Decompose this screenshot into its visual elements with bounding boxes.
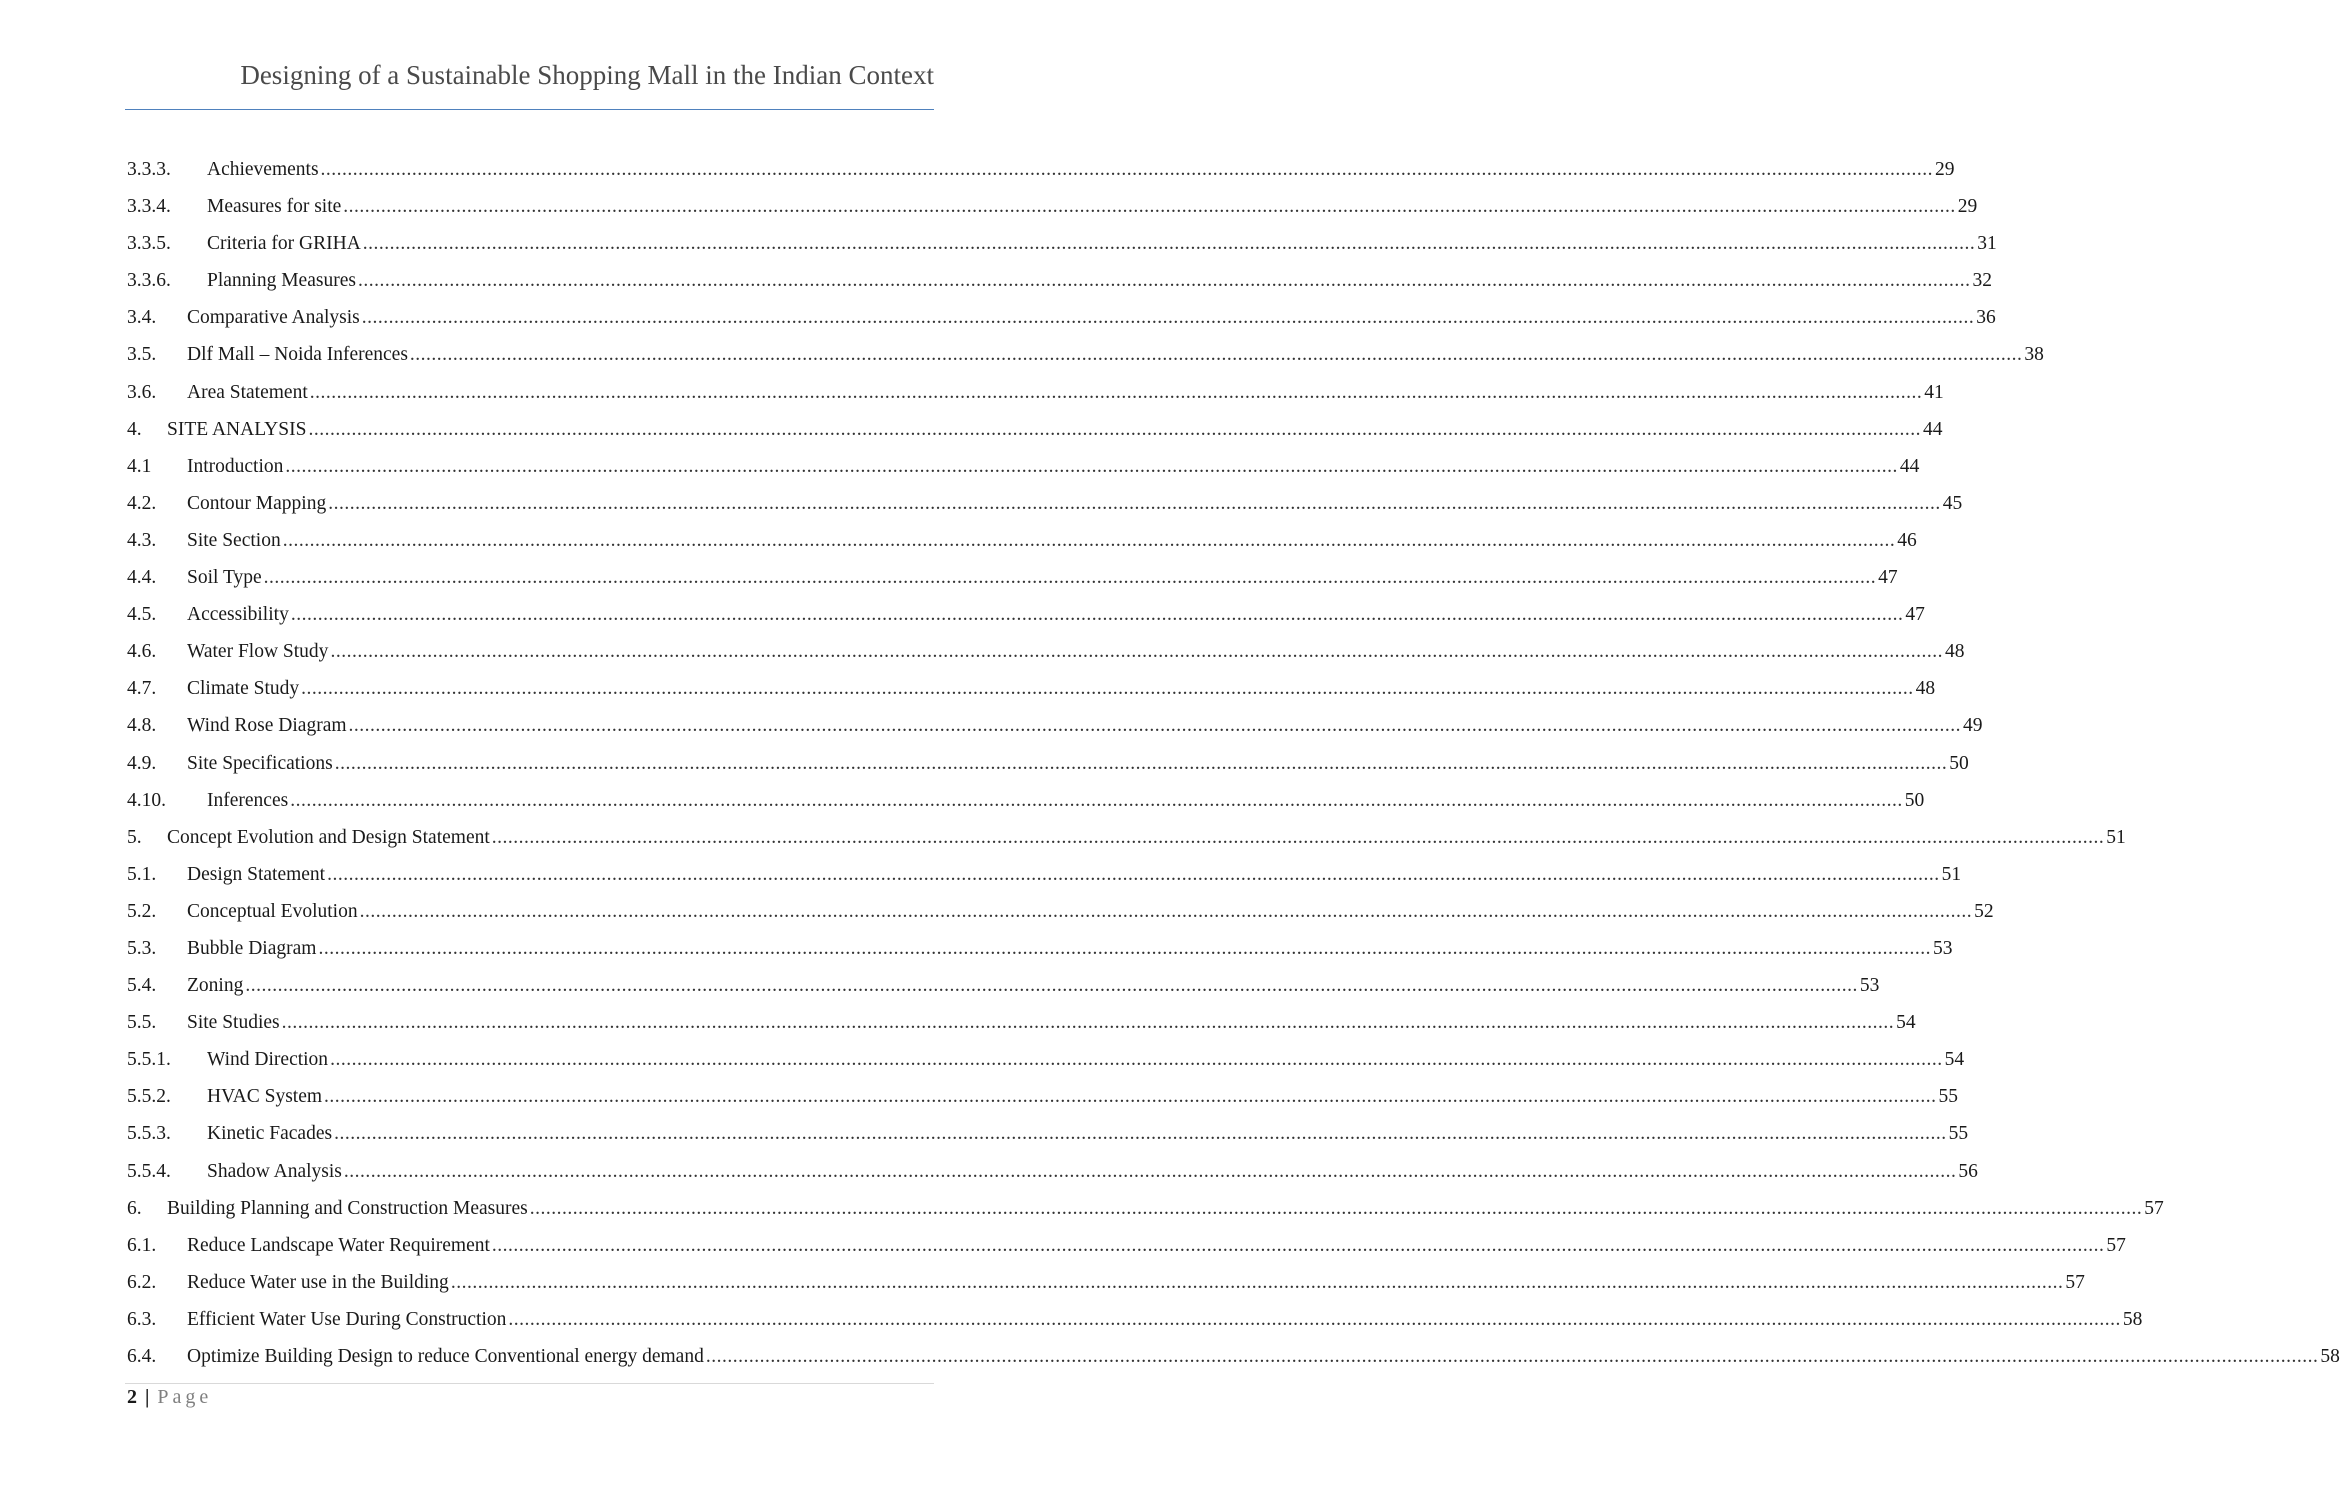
toc-dot-leader: ............................................................................................................................................................................................................................................................................................................	[508, 1308, 2121, 1330]
toc-dot-leader: ............................................................................................................................................................................................................................................................................................................	[309, 381, 1923, 403]
toc-entry-number: 5.5.2.	[127, 1086, 171, 1108]
toc-entry-number: 6.1.	[127, 1234, 157, 1256]
toc-entry-title: Bubble Diagram	[187, 937, 317, 959]
toc-dot-leader: ............................................................................................................................................................................................................................................................................................................	[361, 307, 1975, 329]
toc-dot-leader: ............................................................................................................................................................................................................................................................................................................	[491, 1234, 2105, 1256]
toc-entry-page: 47	[1878, 567, 1898, 589]
toc-entry-page: 29	[1957, 196, 1978, 218]
toc-entry-title: Comparative Analysis	[187, 307, 360, 329]
toc-entry-page: 32	[1972, 270, 1992, 292]
toc-entry-number: 3.4.	[127, 307, 157, 329]
toc-entry[interactable]	[127, 967, 1880, 1004]
toc-entry[interactable]	[127, 596, 1925, 633]
footer-divider	[125, 1383, 934, 1384]
toc-entry[interactable]	[127, 1227, 2126, 1264]
toc-entry-number: 3.5.	[127, 344, 157, 366]
toc-entry[interactable]	[127, 522, 1917, 559]
toc-entry-title: Site Section	[187, 529, 281, 551]
toc-entry[interactable]	[127, 819, 2126, 856]
toc-entry-number: 5.	[127, 826, 142, 848]
toc-entry[interactable]	[127, 188, 1978, 225]
toc-dot-leader: ............................................................................................................................................................................................................................................................................................................	[357, 270, 1971, 292]
toc-entry-page: 50	[1949, 752, 1969, 774]
toc-dot-leader: ............................................................................................................................................................................................................................................................................................................	[334, 1123, 1947, 1145]
toc-entry[interactable]	[127, 633, 1965, 670]
toc-entry-page: 51	[1941, 863, 1962, 885]
toc-entry-title: Planning Measures	[207, 270, 356, 292]
toc-entry[interactable]	[127, 374, 1944, 411]
toc-entry[interactable]	[127, 485, 1963, 522]
toc-entry-page: 49	[1963, 715, 1983, 737]
toc-entry-page: 36	[1976, 307, 1996, 329]
toc-dot-leader: ............................................................................................................................................................................................................................................................................................................	[330, 641, 1943, 663]
toc-entry-number: 5.1.	[127, 863, 157, 885]
toc-dot-leader: ............................................................................................................................................................................................................................................................................................................	[450, 1271, 2064, 1293]
toc-entry-number: 4.7.	[127, 678, 157, 700]
toc-dot-leader: ............................................................................................................................................................................................................................................................................................................	[282, 529, 1896, 551]
toc-entry-page: 56	[1958, 1160, 1978, 1182]
toc-dot-leader: ............................................................................................................................................................................................................................................................................................................	[263, 567, 1877, 589]
toc-entry-title: Measures for site	[207, 196, 342, 218]
toc-entry[interactable]	[127, 1301, 2143, 1338]
toc-entry-title: Contour Mapping	[187, 492, 327, 514]
toc-entry-title: Accessibility	[187, 604, 289, 626]
toc-entry-page: 53	[1859, 975, 1880, 997]
toc-entry-number: 4.	[127, 418, 142, 440]
toc-entry-page: 51	[2106, 826, 2126, 848]
toc-dot-leader: ............................................................................................................................................................................................................................................................................................................	[491, 826, 2105, 848]
toc-dot-leader: ............................................................................................................................................................................................................................................................................................................	[281, 1012, 1895, 1034]
toc-entry[interactable]	[127, 1338, 2340, 1375]
running-header: Designing of a Sustainable Shopping Mall in the Indian Context	[240, 60, 934, 90]
toc-entry-page: 44	[1922, 418, 1943, 440]
toc-entry-number: 6.3.	[127, 1308, 157, 1330]
toc-entry[interactable]	[127, 1190, 2164, 1227]
toc-entry-number: 5.5.1.	[127, 1049, 171, 1071]
toc-entry-number: 3.3.4.	[127, 196, 171, 218]
toc-entry-number: 3.3.6.	[127, 270, 171, 292]
toc-dot-leader: ............................................................................................................................................................................................................................................................................................................	[308, 418, 1921, 440]
toc-dot-leader: ............................................................................................................................................................................................................................................................................................................	[343, 196, 1956, 218]
toc-entry-number: 5.5.	[127, 1012, 157, 1034]
toc-entry-page: 48	[1944, 641, 1965, 663]
toc-entry-title: Building Planning and Construction Measures	[167, 1197, 528, 1219]
toc-entry-number: 4.2.	[127, 492, 157, 514]
toc-entry-page: 31	[1977, 233, 1997, 255]
toc-entry-title: HVAC System	[207, 1086, 323, 1108]
toc-entry-title: Water Flow Study	[187, 641, 329, 663]
toc-entry-title: Achievements	[207, 159, 319, 180]
toc-entry-title: Design Statement	[187, 863, 326, 885]
footer-separator: |	[145, 1386, 150, 1408]
toc-dot-leader: ............................................................................................................................................................................................................................................................................................................	[334, 752, 1948, 774]
toc-entry-title: Soil Type	[187, 567, 262, 589]
toc-entry[interactable]	[127, 225, 1997, 262]
toc-entry[interactable]	[127, 1078, 1959, 1115]
toc-dot-leader: ............................................................................................................................................................................................................................................................................................................	[245, 975, 1858, 997]
toc-entry-title: Wind Direction	[207, 1049, 329, 1071]
toc-dot-leader: ............................................................................................................................................................................................................................................................................................................	[359, 900, 1973, 922]
toc-entry-page: 48	[1915, 678, 1936, 700]
toc-entry-page: 44	[1899, 455, 1920, 477]
toc-entry-number: 3.3.3.	[127, 159, 171, 180]
toc-entry-number: 6.	[127, 1197, 142, 1219]
page-number: 2	[127, 1386, 137, 1408]
toc-entry[interactable]	[127, 411, 1943, 448]
toc-entry-title: Dlf Mall – Noida Inferences	[187, 344, 408, 366]
toc-entry-title: SITE ANALYSIS	[167, 418, 307, 440]
page-label: Page	[157, 1386, 213, 1408]
toc-entry[interactable]	[127, 1153, 1978, 1190]
toc-entry-number: 5.2.	[127, 900, 157, 922]
toc-entry-title: Efficient Water Use During Construction	[187, 1308, 507, 1330]
toc-entry-page: 57	[2106, 1234, 2126, 1256]
toc-entry-page: 55	[1948, 1123, 1969, 1145]
toc-entry-page: 55	[1938, 1086, 1959, 1108]
toc-entry-title: Inferences	[207, 789, 289, 811]
toc-entry[interactable]	[127, 707, 1983, 744]
toc-entry[interactable]	[127, 856, 1962, 893]
toc-entry-number: 5.5.4.	[127, 1160, 171, 1182]
toc-entry-page: 57	[2065, 1271, 2085, 1293]
toc-entry-page: 58	[2122, 1308, 2143, 1330]
toc-entry[interactable]	[127, 151, 1955, 188]
toc-dot-leader: ............................................................................................................................................................................................................................................................................................................	[409, 344, 2023, 366]
toc-entry[interactable]	[127, 930, 1953, 967]
toc-entry[interactable]	[127, 559, 1898, 596]
toc-entry[interactable]	[127, 299, 1996, 336]
toc-entry-title: Site Studies	[187, 1012, 280, 1034]
toc-entry-title: Climate Study	[187, 678, 300, 700]
toc-entry-number: 3.6.	[127, 381, 157, 403]
toc-entry-number: 4.4.	[127, 567, 157, 589]
toc-entry[interactable]	[127, 893, 1994, 930]
toc-entry-page: 54	[1896, 1012, 1916, 1034]
toc-entry-number: 4.8.	[127, 715, 157, 737]
toc-entry-page: 47	[1905, 604, 1925, 626]
toc-entry-page: 57	[2144, 1197, 2164, 1219]
toc-entry[interactable]	[127, 1115, 1969, 1152]
toc-entry-page: 41	[1924, 381, 1944, 403]
toc-entry-title: Reduce Water use in the Building	[187, 1271, 449, 1293]
toc-entry-number: 5.3.	[127, 937, 157, 959]
toc-entry-number: 5.5.3.	[127, 1123, 171, 1145]
toc-entry[interactable]	[127, 670, 1936, 707]
toc-entry[interactable]	[127, 745, 1969, 782]
toc-dot-leader: ............................................................................................................................................................................................................................................................................................................	[529, 1197, 2143, 1219]
page-footer	[127, 1386, 212, 1409]
toc-entry-title: Area Statement	[187, 381, 308, 403]
toc-entry-page: 54	[1944, 1049, 1965, 1071]
toc-entry-page: 45	[1942, 492, 1963, 514]
toc-entry-page: 46	[1897, 529, 1917, 551]
toc-entry-page: 38	[2024, 344, 2044, 366]
toc-entry-title: Introduction	[187, 455, 284, 477]
toc-entry-page: 58	[2320, 1346, 2340, 1367]
toc-dot-leader: ............................................................................................................................................................................................................................................................................................................	[348, 715, 1962, 737]
toc-entry-page: 52	[1974, 900, 1994, 922]
toc-dot-leader: ............................................................................................................................................................................................................................................................................................................	[362, 233, 1976, 255]
toc-entry[interactable]	[127, 448, 1920, 485]
toc-entry-number: 6.2.	[127, 1271, 157, 1293]
toc-dot-leader: ............................................................................................................................................................................................................................................................................................................	[327, 863, 1940, 885]
toc-dot-leader: ............................................................................................................................................................................................................................................................................................................	[301, 678, 1914, 700]
toc-entry-title: Kinetic Facades	[207, 1123, 333, 1145]
toc-entry-number: 4.5.	[127, 604, 157, 626]
toc-entry[interactable]	[127, 262, 1992, 299]
toc-entry[interactable]	[127, 1004, 1916, 1041]
toc-dot-leader: ............................................................................................................................................................................................................................................................................................................	[330, 1049, 1943, 1071]
toc-dot-leader: ............................................................................................................................................................................................................................................................................................................	[285, 455, 1898, 477]
toc-entry-number: 4.1	[127, 455, 152, 477]
toc-entry-title: Site Specifications	[187, 752, 333, 774]
toc-entry[interactable]	[127, 782, 1925, 819]
toc-dot-leader: ............................................................................................................................................................................................................................................................................................................	[343, 1160, 1957, 1182]
toc-entry[interactable]	[127, 336, 2044, 373]
toc-entry-number: 5.4.	[127, 975, 157, 997]
toc-entry-title: Optimize Building Design to reduce Conventional energy demand	[187, 1346, 704, 1367]
toc-entry-page: 29	[1935, 159, 1955, 180]
toc-dot-leader: ............................................................................................................................................................................................................................................................................................................	[318, 937, 1931, 959]
toc-entry-number: 6.4.	[127, 1346, 157, 1367]
toc-dot-leader: ............................................................................................................................................................................................................................................................................................................	[324, 1086, 1937, 1108]
toc-entry-number: 4.9.	[127, 752, 157, 774]
toc-dot-leader: ............................................................................................................................................................................................................................................................................................................	[320, 159, 1934, 180]
toc-dot-leader: ............................................................................................................................................................................................................................................................................................................	[290, 789, 1903, 811]
toc-entry-title: Conceptual Evolution	[187, 900, 358, 922]
toc-entry-number: 4.10.	[127, 789, 166, 811]
toc-dot-leader: ............................................................................................................................................................................................................................................................................................................	[328, 492, 1941, 514]
toc-entry-title: Reduce Landscape Water Requirement	[187, 1234, 490, 1256]
toc-entry-number: 3.3.5.	[127, 233, 171, 255]
toc-entry-title: Zoning	[187, 975, 244, 997]
toc-entry-title: Wind Rose Diagram	[187, 715, 347, 737]
toc-entry-title: Shadow Analysis	[207, 1160, 342, 1182]
header-divider	[125, 109, 934, 110]
toc-entry-page: 53	[1932, 937, 1953, 959]
toc-entry[interactable]	[127, 1264, 2085, 1301]
toc-dot-leader: ............................................................................................................................................................................................................................................................................................................	[705, 1346, 2319, 1367]
toc-entry-number: 4.6.	[127, 641, 157, 663]
toc-entry[interactable]	[127, 1041, 1965, 1078]
toc-dot-leader: ............................................................................................................................................................................................................................................................................................................	[290, 604, 1904, 626]
toc-entry-number: 4.3.	[127, 529, 157, 551]
table-of-contents	[127, 151, 2340, 1375]
toc-entry-title: Criteria for GRIHA	[207, 233, 361, 255]
toc-entry-page: 50	[1904, 789, 1925, 811]
toc-entry-title: Concept Evolution and Design Statement	[167, 826, 490, 848]
